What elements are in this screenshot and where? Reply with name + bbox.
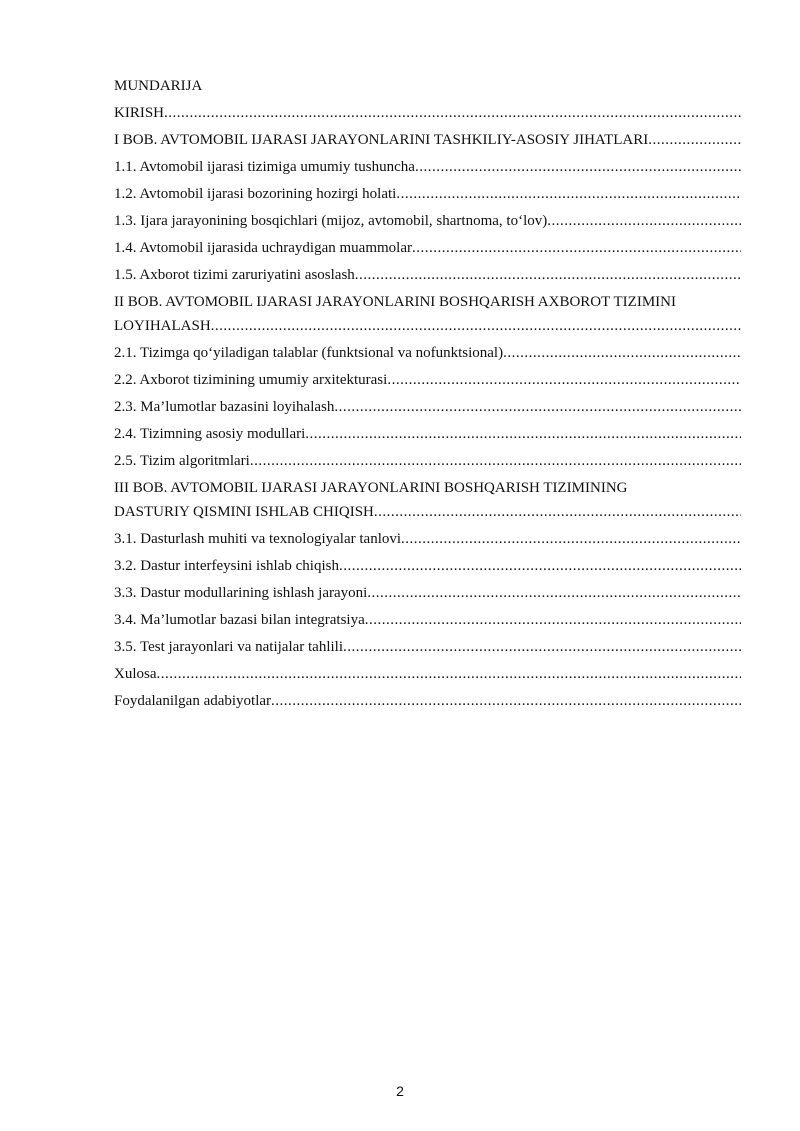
toc-entry[interactable] xyxy=(114,554,741,578)
toc-entry-text: 3.1. Dasturlash muhiti va texnologiyalar tanlovi xyxy=(114,531,402,547)
toc-entry[interactable] xyxy=(114,449,741,473)
toc-entry-text: Xulosa xyxy=(114,666,157,682)
toc-entry-text: 2.1. Tizimga qo‘yiladigan talablar (funktsional va nofunktsional) xyxy=(114,345,504,361)
toc-entry-text: 2.4. Tizimning asosiy modullari xyxy=(114,426,306,442)
toc-entry-line xyxy=(114,527,741,551)
toc-entry-text: 1.5. Axborot tizimi zaruriyatini asoslash xyxy=(114,267,355,283)
toc-entry-text: 1.3. Ijara jarayonining bosqichlari (mijoz, avtomobil, shartnoma, to‘lov) xyxy=(114,213,548,229)
page-number: 2 xyxy=(396,1083,404,1099)
toc-entry[interactable] xyxy=(114,101,741,125)
dot-leader xyxy=(211,314,741,338)
toc-entry[interactable] xyxy=(114,155,741,179)
dot-leader xyxy=(334,395,741,419)
dot-leader xyxy=(648,128,741,152)
toc-entry[interactable] xyxy=(114,608,741,632)
dot-leader xyxy=(157,662,742,686)
toc-entry-text-line: III BOB. AVTOMOBIL IJARASI JARAYONLARINI BOSHQARISH TIZIMINING xyxy=(114,480,628,496)
dot-leader xyxy=(415,155,741,179)
toc-entry-line xyxy=(114,581,741,605)
toc-entries xyxy=(114,101,741,713)
dot-leader xyxy=(412,236,741,260)
dot-leader xyxy=(396,182,741,206)
dot-leader xyxy=(250,449,741,473)
toc-entry-line xyxy=(114,101,741,125)
toc-entry-line xyxy=(114,209,741,233)
dot-leader xyxy=(547,209,741,233)
dot-leader xyxy=(271,689,741,713)
toc-entry[interactable] xyxy=(114,395,741,419)
toc-entry-line xyxy=(114,128,741,152)
toc-entry-text: LOYIHALASH xyxy=(114,318,211,334)
toc-entry-line xyxy=(114,662,741,686)
toc-entry-text: 1.4. Avtomobil ijarasida uchraydigan muammolar xyxy=(114,240,412,256)
toc-entry-line xyxy=(114,608,741,632)
toc-entry-line xyxy=(114,422,741,446)
toc-entry[interactable] xyxy=(114,581,741,605)
toc-heading: MUNDARIJA xyxy=(114,78,203,94)
toc-entry-line xyxy=(114,554,741,578)
toc-entry[interactable] xyxy=(114,662,741,686)
toc-entry-text: 3.5. Test jarayonlari va natijalar tahlili xyxy=(114,639,344,655)
toc-entry[interactable] xyxy=(114,263,741,287)
toc-entry[interactable] xyxy=(114,341,741,365)
toc-entry[interactable] xyxy=(114,128,741,152)
toc-entry-text: 1.2. Avtomobil ijarasi bozorining hozirgi holati xyxy=(114,186,397,202)
toc-entry[interactable] xyxy=(114,422,741,446)
toc-entry-text: 1.1. Avtomobil ijarasi tizimiga umumiy tushuncha xyxy=(114,159,415,175)
toc-entry-line xyxy=(114,368,741,392)
dot-leader xyxy=(343,635,741,659)
dot-leader xyxy=(401,527,741,551)
dot-leader xyxy=(164,101,741,125)
toc-entry-text: KIRISH xyxy=(114,105,165,121)
toc-entry-line xyxy=(114,689,741,713)
toc-entry-line xyxy=(114,635,741,659)
toc-entry[interactable] xyxy=(114,476,741,524)
toc-entry-line xyxy=(114,395,741,419)
toc-entry[interactable] xyxy=(114,236,741,260)
toc-entry[interactable] xyxy=(114,290,741,338)
toc-entry-line xyxy=(114,182,741,206)
dot-leader xyxy=(503,341,741,365)
toc-entry-line xyxy=(114,155,741,179)
toc-entry-line xyxy=(114,500,741,524)
toc-entry-text: I BOB. AVTOMOBIL IJARASI JARAYONLARINI TASHKILIY-ASOSIY JIHATLARI xyxy=(114,132,649,148)
dot-leader xyxy=(339,554,741,578)
toc-entry[interactable] xyxy=(114,689,741,713)
toc-entry-text: Foydalanilgan adabiyotlar xyxy=(114,693,272,709)
dot-leader xyxy=(365,608,741,632)
dot-leader xyxy=(305,422,741,446)
toc-entry-text: 2.5. Tizim algoritmlari xyxy=(114,453,250,469)
toc-entry[interactable] xyxy=(114,209,741,233)
toc-entry-line xyxy=(114,449,741,473)
toc-entry-line xyxy=(114,341,741,365)
toc-entry-line xyxy=(114,236,741,260)
toc-entry[interactable] xyxy=(114,182,741,206)
toc-entry-text: 3.2. Dastur interfeysini ishlab chiqish xyxy=(114,558,339,574)
dot-leader xyxy=(387,368,741,392)
toc-entry-text: 2.3. Ma’lumotlar bazasini loyihalash xyxy=(114,399,335,415)
dot-leader xyxy=(374,500,741,524)
table-of-contents xyxy=(114,74,741,716)
toc-entry-text-line: II BOB. AVTOMOBIL IJARASI JARAYONLARINI BOSHQARISH AXBOROT TIZIMINI xyxy=(114,294,676,310)
toc-entry-text: 3.3. Dastur modullarining ishlash jarayoni xyxy=(114,585,368,601)
toc-entry-line xyxy=(114,263,741,287)
toc-entry-text: DASTURIY QISMINI ISHLAB CHIQISH xyxy=(114,504,374,520)
toc-entry-line xyxy=(114,314,741,338)
dot-leader xyxy=(355,263,741,287)
toc-entry[interactable] xyxy=(114,368,741,392)
toc-entry[interactable] xyxy=(114,527,741,551)
toc-entry-text: 3.4. Ma’lumotlar bazasi bilan integratsiya xyxy=(114,612,365,628)
toc-entry[interactable] xyxy=(114,635,741,659)
dot-leader xyxy=(367,581,741,605)
toc-entry-text: 2.2. Axborot tizimining umumiy arxitekturasi xyxy=(114,372,388,388)
